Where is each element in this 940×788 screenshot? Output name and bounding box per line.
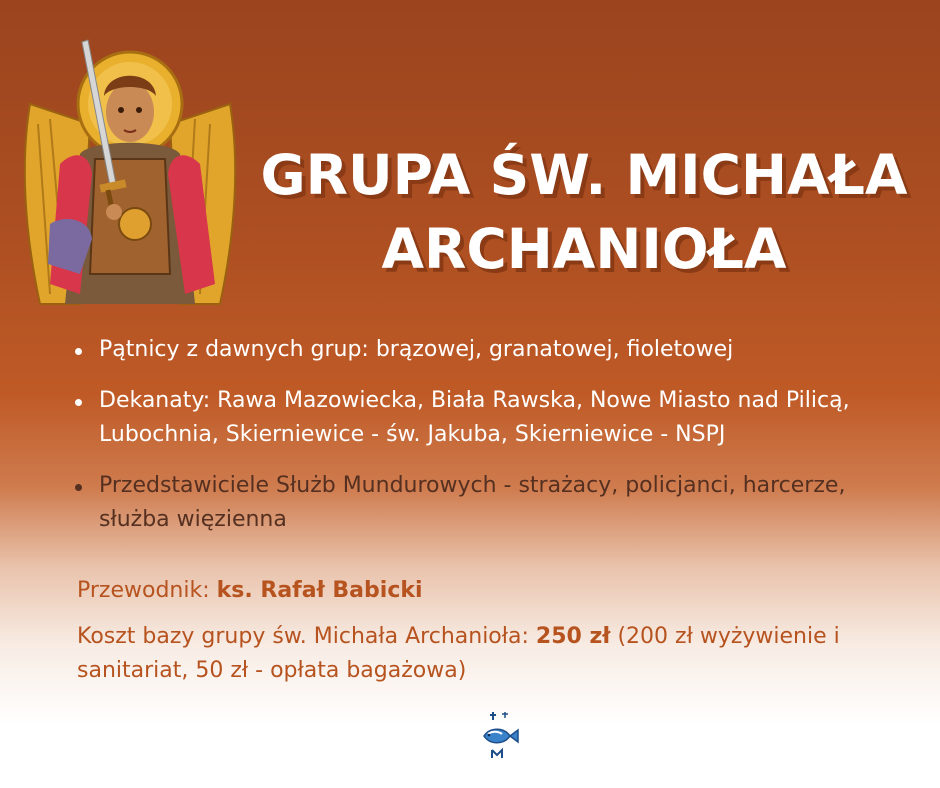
guide-line [77,574,423,608]
cost-details: (200 zł wyżywienie i sanitariat, 50 zł - opłata bagażowa) [77,624,840,683]
archangel-michael-icon [20,34,240,312]
guide-name: ks. Rafał Babicki [216,578,423,603]
list-item: Pątnicy z dawnych grup: brązowej, granatowej, fioletowej [66,333,906,367]
fish-cross-logo [476,712,520,760]
cost-line [77,620,927,688]
list-item: Dekanaty: Rawa Mazowiecka, Biała Rawska, Nowe Miasto nad Pilicą, Lubochnia, Skierniewice - św. Jakuba, Skierniewice - NSPJ [66,384,906,452]
list-item: Przedstawiciele Służb Mundurowych - strażacy, policjanci, harcerze, służba więzienna [66,469,906,537]
page-title [240,138,928,286]
cost-label: Koszt bazy grupy św. Michała Archanioła: [77,624,536,649]
title-line-2: ARCHANIOŁA [381,217,787,281]
cost-amount: 250 zł [535,624,611,649]
title-line-1: GRUPA ŚW. MICHAŁA [260,143,908,207]
bullet-list [66,333,906,554]
guide-label: Przewodnik: [77,578,217,603]
